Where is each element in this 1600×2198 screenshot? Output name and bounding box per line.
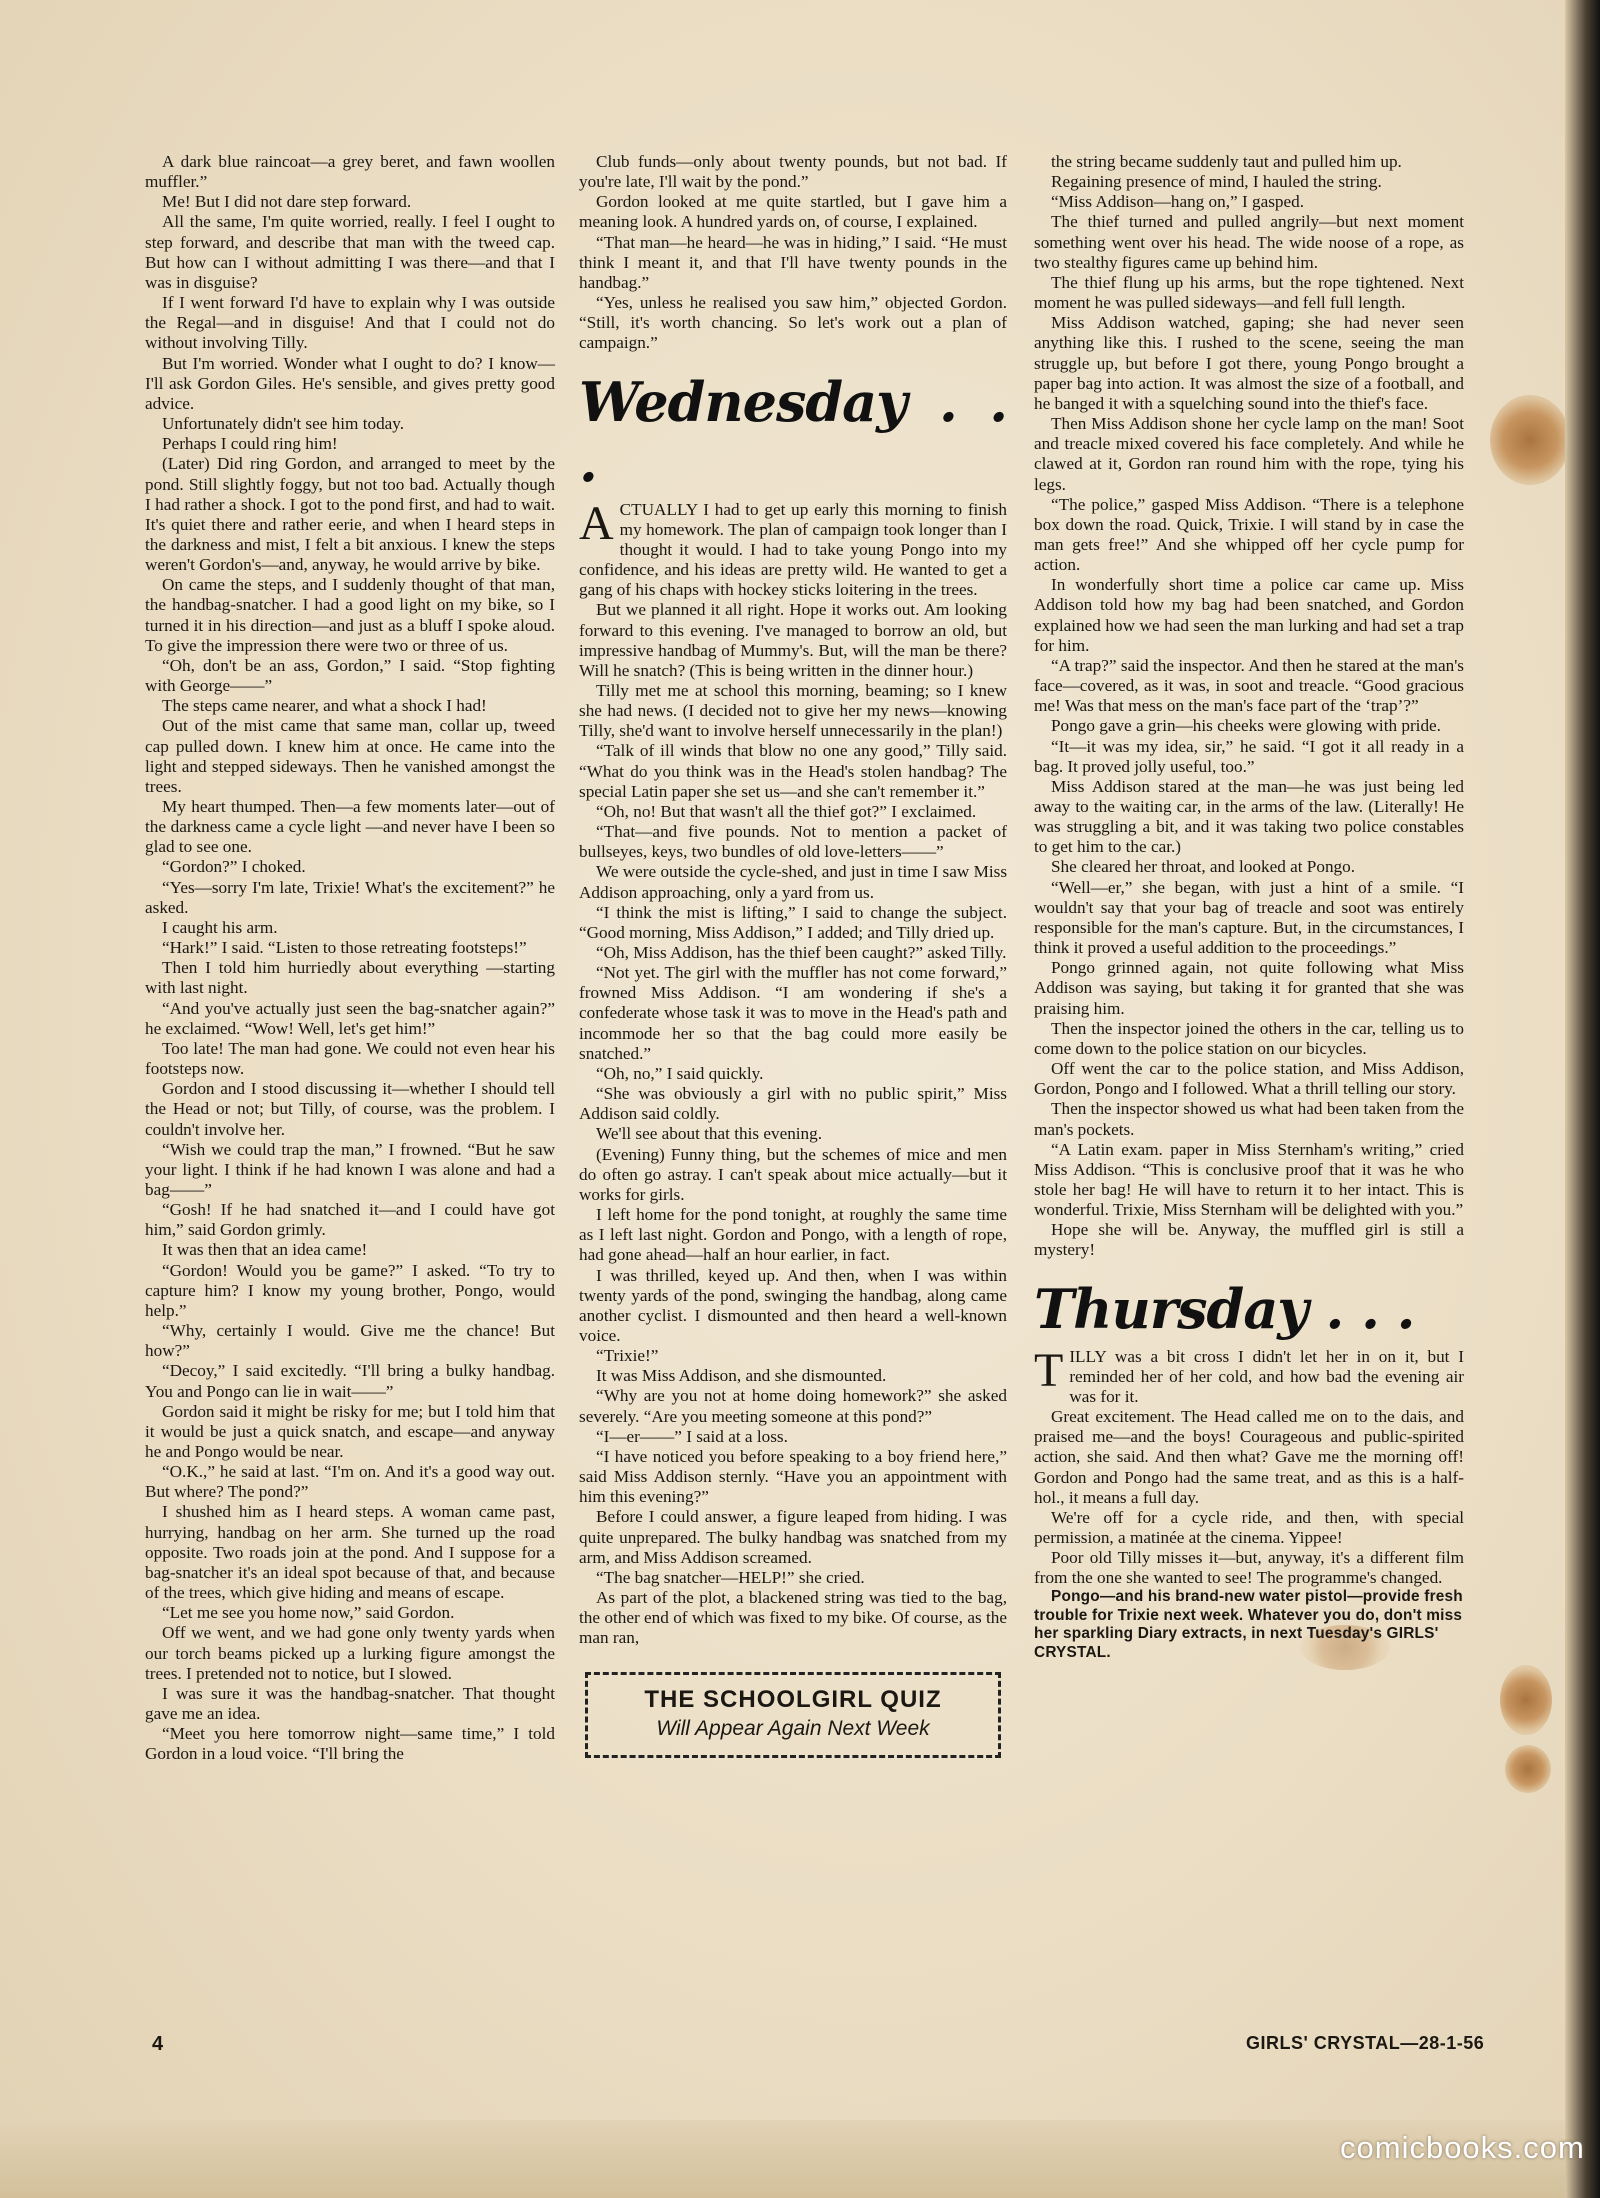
- paragraph: All the same, I'm quite worried, really. I feel I ought to step forward, and describe that man with the tweed cap. But how can I without admitting I was there—and that I was in disguise?: [145, 212, 555, 292]
- heading-wednesday: Wednesday . . .: [579, 369, 1007, 494]
- paragraph: “Trixie!”: [596, 1346, 659, 1366]
- paragraph: Out of the mist came that same man, collar up, tweed cap pulled down. I knew him at once. He came into the light and stepped sideways. Then he vanished amongst the trees.: [145, 716, 555, 796]
- paragraph: “Oh, don't be an ass, Gordon,” I said. “Stop fighting with George——”: [145, 655, 555, 696]
- paragraph: I left home for the pond tonight, at roughly the same time as I left last night. Gordon and Pongo, with a length of rope, had gone ahead—half an hour earlier, in fact.: [579, 1205, 1007, 1265]
- paragraph: She cleared her throat, and looked at Pongo.: [1051, 857, 1356, 877]
- paragraph: The thief flung up his arms, but the rope tightened. Next moment he was pulled sideways—and fell full length.: [1034, 272, 1464, 313]
- stain-mark: [1490, 395, 1570, 485]
- paragraph: Pongo gave a grin—his cheeks were glowing with pride.: [1051, 716, 1441, 736]
- paragraph: Off went the car to the police station, and Miss Addison, Gordon, Pongo and I followed. What a thrill telling our story.: [1034, 1059, 1464, 1099]
- thursday-first-text: ILLY was a bit cross I didn't let her in on it, but I reminded her of her cold, and how bad the evening air was for it.: [1069, 1346, 1464, 1406]
- paragraph: Off we went, and we had gone only twenty yards when our torch beams picked up a lurking figure amongst the trees. I pretended not to notice, but I slowed.: [145, 1623, 555, 1683]
- watermark: comicbooks.com: [1340, 2130, 1585, 2165]
- thursday-first-paragraph: [1034, 1343, 1464, 1407]
- paragraph: “Decoy,” I said excitedly. “I'll bring a bulky handbag. You and Pongo can lie in wait——”: [145, 1361, 555, 1401]
- paragraph: “Hark!” I said. “Listen to those retreating footsteps!”: [162, 938, 527, 958]
- paragraph: Hope she will be. Anyway, the muffled girl is still a mystery!: [1034, 1220, 1464, 1260]
- quiz-box: [585, 1672, 1001, 1758]
- paragraph: “Wish we could trap the man,” I frowned. “But he saw your light. I think if he had known I was alone and had a bag——”: [145, 1139, 555, 1199]
- paragraph: Then the inspector showed us what had been taken from the man's pockets.: [1034, 1099, 1464, 1139]
- paragraph: Miss Addison stared at the man—he was just being led away to the waiting car, in the arms of the law. (Literally! He was struggling a bit, and it was taking two police constables to get him to the car.): [1034, 776, 1464, 857]
- heading-thursday: Thursday . . .: [1034, 1276, 1415, 1341]
- paragraph: “She was obviously a girl with no public spirit,” Miss Addison said coldly.: [579, 1084, 1007, 1124]
- paragraph: In wonderfully short time a police car came up. Miss Addison told how my bag had been snatched, and Gordon explained how we had seen the man lurking and had set a trap for him.: [1034, 575, 1464, 655]
- paragraph: Perhaps I could ring him!: [162, 434, 338, 454]
- paragraph: Regaining presence of mind, I hauled the string.: [1051, 172, 1382, 192]
- paragraph: I was sure it was the handbag-snatcher. That thought gave me an idea.: [145, 1683, 555, 1724]
- column-2: [579, 152, 1007, 1758]
- column-2-intro: [579, 152, 1007, 354]
- paragraph: A dark blue raincoat—a grey beret, and fawn woollen muffler.”: [145, 152, 555, 192]
- paragraph: I shushed him as I heard steps. A woman came past, hurrying, handbag on her arm. She turned up the road opposite. Two roads join at the pond. And I suppose for a bag-snatcher it's an ideal spot because of that, and because of the trees, which give hiding and means of escape.: [145, 1502, 555, 1603]
- paragraph: The steps came nearer, and what a shock I had!: [162, 696, 487, 716]
- page-right-edge: [1565, 0, 1600, 2198]
- paragraph: “Let me see you home now,” said Gordon.: [162, 1603, 455, 1623]
- paragraph: I caught his arm.: [162, 917, 278, 937]
- paragraph: “The police,” gasped Miss Addison. “There is a telephone box down the road. Quick, Trixie. I will stand by in case the man gets free!” And she whipped off her cycle pump for action.: [1034, 494, 1464, 575]
- paragraph: “Well—er,” she began, with just a hint of a smile. “I wouldn't say that your bag of treacle and soot was entirely responsible for the man's capture. But, in the circumstances, I think it proved a useful addition to the proceedings.”: [1034, 877, 1464, 958]
- paragraph: Me! But I did not dare step forward.: [162, 192, 412, 212]
- next-week-note: Pongo—and his brand-new water pistol—provide fresh trouble for Trixie next week. Whatever you do, don't miss her sparkling Diary extracts, in next Tuesday's GIRLS' CRYSTAL.: [1034, 1588, 1463, 1661]
- column-3-intro: [1034, 152, 1464, 1261]
- footer-masthead: GIRLS' CRYSTAL—28-1-56: [1246, 2033, 1485, 2053]
- paragraph: “Gosh! If he had snatched it—and I could have got him,” said Gordon grimly.: [145, 1200, 555, 1240]
- drop-cap: A: [579, 496, 614, 550]
- column-3: [1034, 152, 1464, 1662]
- paragraph: “Meet you here tomorrow night—same time,” I told Gordon in a loud voice. “I'll bring the: [145, 1724, 555, 1764]
- paragraph: Too late! The man had gone. We could not even hear his footsteps now.: [145, 1038, 555, 1079]
- paragraph: Before I could answer, a figure leaped from hiding. I was quite unprepared. The bulky handbag was snatched from my arm, and Miss Addison screamed.: [579, 1507, 1007, 1567]
- paragraph: “That—and five pounds. Not to mention a packet of bullseyes, keys, two bundles of old love-letters——”: [579, 822, 1007, 862]
- paragraph: Gordon looked at me quite startled, but I gave him a meaning look. A hundred yards on, of course, I explained.: [579, 192, 1007, 232]
- paragraph: It was then that an idea came!: [162, 1240, 368, 1260]
- paragraph: On came the steps, and I suddenly thought of that man, the handbag-snatcher. I had a good light on my bike, so I turned it in his direction—and just as a bluff I spoke aloud. To give the impression there were two or three of us.: [145, 575, 555, 655]
- paragraph: As part of the plot, a blackened string was tied to the bag, the other end of which was fixed to my bike. Of course, as the man ran,: [579, 1588, 1007, 1648]
- paragraph: “A Latin exam. paper in Miss Sternham's writing,” cried Miss Addison. “This is conclusive proof that it was he who stole her bag! He will have to return it to her intact. This is wonderful. Trixie, Miss Sternham will be delighted with you.”: [1034, 1139, 1464, 1220]
- wednesday-first-paragraph: [579, 496, 1007, 601]
- paragraph: Club funds—only about twenty pounds, but not bad. If you're late, I'll wait by the pond.”: [579, 152, 1007, 192]
- stain-mark: [1505, 1745, 1551, 1793]
- paragraph: (Evening) Funny thing, but the schemes of mice and men do often go astray. I can't speak about mice actually—but it works for girls.: [579, 1144, 1007, 1204]
- quiz-title: THE SCHOOLGIRL QUIZ: [644, 1686, 942, 1714]
- paragraph: Then the inspector joined the others in the car, telling us to come down to the police station on our bicycles.: [1034, 1018, 1464, 1058]
- column-2-body: [579, 600, 1007, 1648]
- paragraph: We're off for a cycle ride, and then, with special permission, a matinée at the cinema. Yippee!: [1034, 1507, 1464, 1547]
- paragraph: Poor old Tilly misses it—but, anyway, it's a different film from the one she wanted to see! The programme's changed.: [1034, 1548, 1464, 1588]
- paragraph: “Gordon?” I choked.: [162, 857, 306, 877]
- column-1: [145, 152, 555, 1765]
- paragraph: I was thrilled, keyed up. And then, when I was within twenty yards of the pond, swinging the handbag, along came another cyclist. I dismounted and then heard a well-known voice.: [579, 1265, 1007, 1345]
- paragraph: “Yes, unless he realised you saw him,” objected Gordon. “Still, it's worth chancing. So let's work out a plan of campaign.”: [579, 293, 1007, 353]
- stain-mark: [1500, 1665, 1552, 1735]
- paragraph: If I went forward I'd have to explain why I was outside the Regal—and in disguise! And that I could not do without involving Tilly.: [145, 293, 555, 353]
- paragraph: (Later) Did ring Gordon, and arranged to meet by the pond. Still slightly foggy, but not too bad. Actually though I had rather a shock. I got to the pond first, and had to wait. It's quiet there and rather eerie, and when I heard steps in the darkness and mist, I felt a bit anxious. I knew the steps weren't Gordon's—and, anyway, he would arrive by bike.: [145, 454, 555, 575]
- paragraph: Then Miss Addison shone her cycle lamp on the man! Soot and treacle mixed covered his face completely. And while he clawed at it, Gordon ran round him with the rope, tying his legs.: [1034, 414, 1464, 494]
- paragraph: Then I told him hurriedly about everything —starting with last night.: [145, 958, 555, 998]
- paragraph: “I think the mist is lifting,” I said to change the subject. “Good morning, Miss Addison,” I added; and Tilly dried up.: [579, 902, 1007, 942]
- paragraph: My heart thumped. Then—a few moments later—out of the darkness came a cycle light —and never have I been so glad to see one.: [145, 797, 555, 857]
- paragraph: But we planned it all right. Hope it works out. Am looking forward to this evening. I've managed to borrow an old, but impressive handbag of Mummy's. But, will the man be there? Will he snatch? (This is being written in the dinner hour.): [579, 600, 1007, 680]
- paragraph: “Gordon! Would you be game?” I asked. “To try to capture him? I know my young brother, Pongo, would help.”: [145, 1260, 555, 1320]
- paragraph: “A trap?” said the inspector. And then he stared at the man's face—covered, as it was, in soot and treacle. “Good gracious me! Was that mess on the man's face part of the ‘trap’?”: [1034, 655, 1464, 716]
- paragraph: “Yes—sorry I'm late, Trixie! What's the excitement?” he asked.: [145, 877, 555, 917]
- paragraph: Great excitement. The Head called me on to the dais, and praised me—and the boys! Courageous and public-spirited action, she said. And then what? Gave me the morning off! Gordon and Pongo had the same treat, and as this is a half-hol., it means a full day.: [1034, 1407, 1464, 1507]
- paragraph: But I'm worried. Wonder what I ought to do? I know—I'll ask Gordon Giles. He's sensible, and gives pretty good advice.: [145, 353, 555, 413]
- paragraph: We were outside the cycle-shed, and just in time I saw Miss Addison approaching, only a yard from us.: [579, 862, 1008, 902]
- paragraph: “Oh, Miss Addison, has the thief been caught?” asked Tilly.: [596, 943, 1007, 962]
- paragraph: “Talk of ill winds that blow no one any good,” Tilly said. “What do you think was in the Head's stolen handbag? The special Latin paper she set us—and she can't remember it.”: [579, 741, 1007, 801]
- paragraph: Unfortunately didn't see him today.: [162, 414, 405, 434]
- paragraph: “The bag snatcher—HELP!” she cried.: [596, 1567, 865, 1587]
- paragraph: Tilly met me at school this morning, beaming; so I knew she had news. (I decided not to give her my news—knowing Tilly, she'd want to involve herself unnecessarily in the plan!): [579, 680, 1007, 741]
- paragraph: “I have noticed you before speaking to a boy friend here,” said Miss Addison sternly. “Have you an appointment with him this evening?”: [579, 1446, 1007, 1507]
- paragraph: the string became suddenly taut and pulled him up.: [1051, 152, 1402, 171]
- page-number: 4: [152, 2033, 164, 2055]
- paragraph: “O.K.,” he said at last. “I'm on. And it's a good way out. But where? The pond?”: [145, 1462, 555, 1502]
- drop-cap: T: [1034, 1343, 1064, 1397]
- quiz-subtitle: Will Appear Again Next Week: [656, 1717, 930, 1741]
- paragraph: “That man—he heard—he was in hiding,” I said. “He must think I meant it, and that I'll have twenty pounds in the handbag.”: [579, 232, 1007, 292]
- paragraph: It was Miss Addison, and she dismounted.: [596, 1366, 887, 1386]
- paragraph: We'll see about that this evening.: [596, 1124, 823, 1144]
- paragraph: The thief turned and pulled angrily—but next moment something went over his head. The wide noose of a rope, as two stealthy figures came up behind him.: [1034, 212, 1464, 272]
- wednesday-first-text: CTUALLY I had to get up early this morning to finish my homework. The plan of campaign took longer than I thought it would. I had to take young Pongo into my confidence, and his ideas are pretty wild. He wanted to get a gang of his chaps with hockey sticks loitering in the trees.: [579, 499, 1007, 600]
- paragraph: “Why, certainly I would. Give me the chance! But how?”: [145, 1321, 555, 1361]
- paragraph: “I—er——” I said at a loss.: [596, 1426, 788, 1446]
- paragraph: “It—it was my idea, sir,” he said. “I got it all ready in a bag. It proved jolly useful, too.”: [1034, 736, 1464, 776]
- paragraph: “And you've actually just seen the bag-snatcher again?” he exclaimed. “Wow! Well, let's get him!”: [145, 998, 555, 1038]
- paragraph: “Oh, no! But that wasn't all the thief got?” I exclaimed.: [596, 801, 977, 821]
- paragraph: Gordon said it might be risky for me; but I told him that it would be just a quick snatch, and escape—and anyway he and Pongo would be near.: [145, 1401, 555, 1461]
- paragraph: “Not yet. The girl with the muffler has not come forward,” frowned Miss Addison. “I am wondering if she's a confederate whose task it was to move in the Head's path and incommode her so that the bag could more easily be snatched.”: [579, 963, 1007, 1063]
- paragraph: Miss Addison watched, gaping; she had never seen anything like this. I rushed to the scene, seeing the man struggle up, but before I got there, young Pongo brought a paper bag into action. It was almost the size of a football, and he banged it with a squelching sound into the thief's face.: [1034, 313, 1464, 413]
- paragraph: Gordon and I stood discussing it—whether I should tell the Head or not; but Tilly, of course, was the problem. I couldn't involve her.: [145, 1079, 555, 1139]
- paragraph: “Why are you not at home doing homework?” she asked severely. “Are you meeting someone at this pond?”: [579, 1386, 1007, 1426]
- paragraph: Pongo grinned again, not quite following what Miss Addison was saying, but taking it for granted that she was praising him.: [1034, 958, 1464, 1018]
- paragraph: “Oh, no,” I said quickly.: [596, 1063, 764, 1083]
- column-3-body: [1034, 1407, 1464, 1588]
- paragraph: “Miss Addison—hang on,” I gasped.: [1051, 192, 1305, 212]
